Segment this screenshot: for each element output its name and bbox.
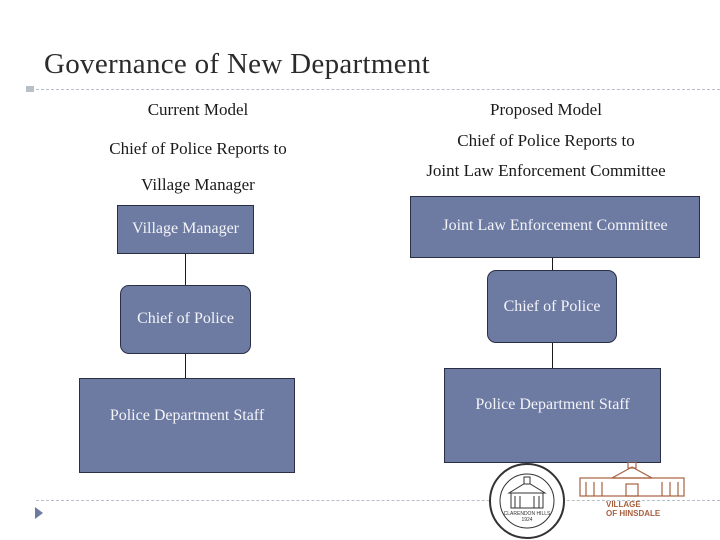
proposed-subheading-line1: Chief of Police Reports to (457, 131, 635, 150)
proposed-committee-label: Joint Law Enforcement Committee (442, 217, 668, 234)
proposed-police-staff-label: Police Department Staff (475, 396, 630, 413)
proposed-committee-box (410, 196, 700, 258)
current-model-heading: Current Model (147, 100, 249, 119)
proposed-police-staff-box (444, 368, 661, 463)
proposed-connector-2 (552, 343, 553, 368)
proposed-model-heading: Proposed Model (490, 100, 602, 119)
current-connector-1 (185, 254, 186, 285)
hinsdale-logo-line1: VILLAGE (606, 500, 641, 509)
seal-name-text: CLARENDON HILLS (503, 511, 551, 517)
current-village-manager-label: Village Manager (132, 220, 239, 237)
current-chief-of-police-label: Chief of Police (137, 310, 234, 327)
title-rule-cap (26, 86, 34, 92)
proposed-chief-of-police-label: Chief of Police (503, 298, 601, 315)
current-subheading-line2: Village Manager (141, 175, 255, 194)
current-connector-2 (185, 354, 186, 378)
proposed-chief-of-police-box (487, 270, 617, 343)
bullet-arrow-icon (35, 507, 43, 519)
clarendon-hills-seal-icon (487, 462, 567, 540)
current-police-staff-label: Police Department Staff (109, 407, 265, 424)
current-subheading-line1: Chief of Police Reports to (109, 139, 287, 158)
slide-title: Governance of New Department (44, 48, 431, 80)
proposed-connector-1 (552, 258, 553, 270)
hinsdale-logo-line2: OF HINSDALE (606, 509, 661, 518)
current-village-manager-box (117, 205, 254, 254)
proposed-subheading-line2: Joint Law Enforcement Committee (426, 161, 666, 180)
title-divider (36, 89, 720, 90)
hinsdale-logo-text (606, 500, 686, 518)
seal-year-text: 1924 (521, 517, 533, 523)
current-chief-of-police-box (120, 285, 251, 354)
current-police-staff-box (79, 378, 295, 473)
hinsdale-building-icon (576, 462, 694, 500)
